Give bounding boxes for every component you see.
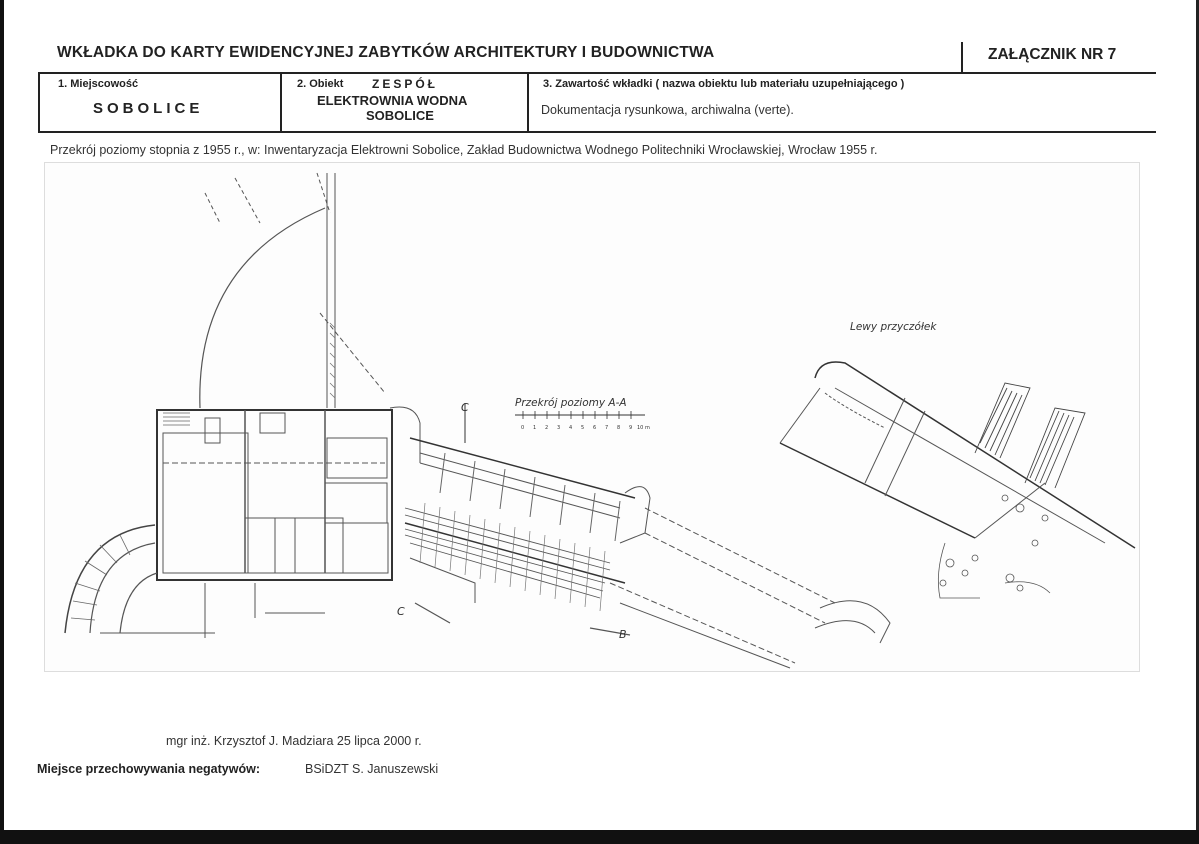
scan-frame-left xyxy=(0,0,4,844)
scale-number: 1 xyxy=(533,425,537,431)
floor-plan-drawing xyxy=(44,162,1140,672)
scale-number: 7 xyxy=(605,425,609,431)
scale-number: 3 xyxy=(557,425,561,431)
annex-number: ZAŁĄCZNIK NR 7 xyxy=(988,46,1117,63)
object-name-line1: ELEKTROWNIA WODNA xyxy=(317,93,468,108)
scale-number: 8 xyxy=(617,425,621,431)
storage-value: BSiDZT S. Januszewski xyxy=(305,762,439,776)
section-mark: C xyxy=(397,605,405,618)
content-label: 3. Zawartość wkładki ( nazwa obiektu lub materiału uzupełniającego ) xyxy=(543,78,905,90)
scale-number: 2 xyxy=(545,425,549,431)
title-separator xyxy=(961,42,963,72)
scale-number: 4 xyxy=(569,425,573,431)
table-bottom-rule xyxy=(38,131,1156,133)
drawing-caption: Przekrój poziomy stopnia z 1955 r., w: Inwentaryzacja Elektrowni Sobolice, Zakład Budownictwa Wodnego Politechniki Wrocławskiej, Wrocław 1955 r. xyxy=(50,143,878,157)
location-label: 1. Miejscowość xyxy=(58,78,139,90)
object-label: 2. Obiekt xyxy=(297,78,344,90)
scale-number: 5 xyxy=(581,425,585,431)
object-name-line2: SOBOLICE xyxy=(366,108,434,123)
floor-plan-svg xyxy=(45,163,1139,671)
location-value: SOBOLICE xyxy=(93,100,204,117)
table-left-rule xyxy=(38,72,40,133)
abutment-label: Lewy przyczółek xyxy=(850,321,937,333)
scale-number: 10 m xyxy=(637,425,650,431)
scale-number: 6 xyxy=(593,425,597,431)
table-top-rule xyxy=(38,72,1156,74)
scale-number: 0 xyxy=(521,425,525,431)
scan-frame-bottom xyxy=(0,830,1199,844)
author-and-date: mgr inż. Krzysztof J. Madziara 25 lipca 2000 r. xyxy=(166,734,422,748)
scale-bar xyxy=(515,411,650,431)
section-mark: C xyxy=(461,401,469,414)
table-divider-1 xyxy=(280,72,282,133)
storage-label: Miejsce przechowywania negatywów: xyxy=(37,762,260,776)
section-mark: B xyxy=(619,628,627,641)
content-value: Dokumentacja rysunkowa, archiwalna (verte). xyxy=(541,103,794,117)
document-title: WKŁADKA DO KARTY EWIDENCYJNEJ ZABYTKÓW ARCHITEKTURY I BUDOWNICTWA xyxy=(57,44,715,61)
section-title: Przekrój poziomy A-A xyxy=(515,397,627,409)
object-group: ZESPÓŁ xyxy=(372,77,439,91)
scale-number: 9 xyxy=(629,425,633,431)
table-divider-2 xyxy=(527,72,529,133)
